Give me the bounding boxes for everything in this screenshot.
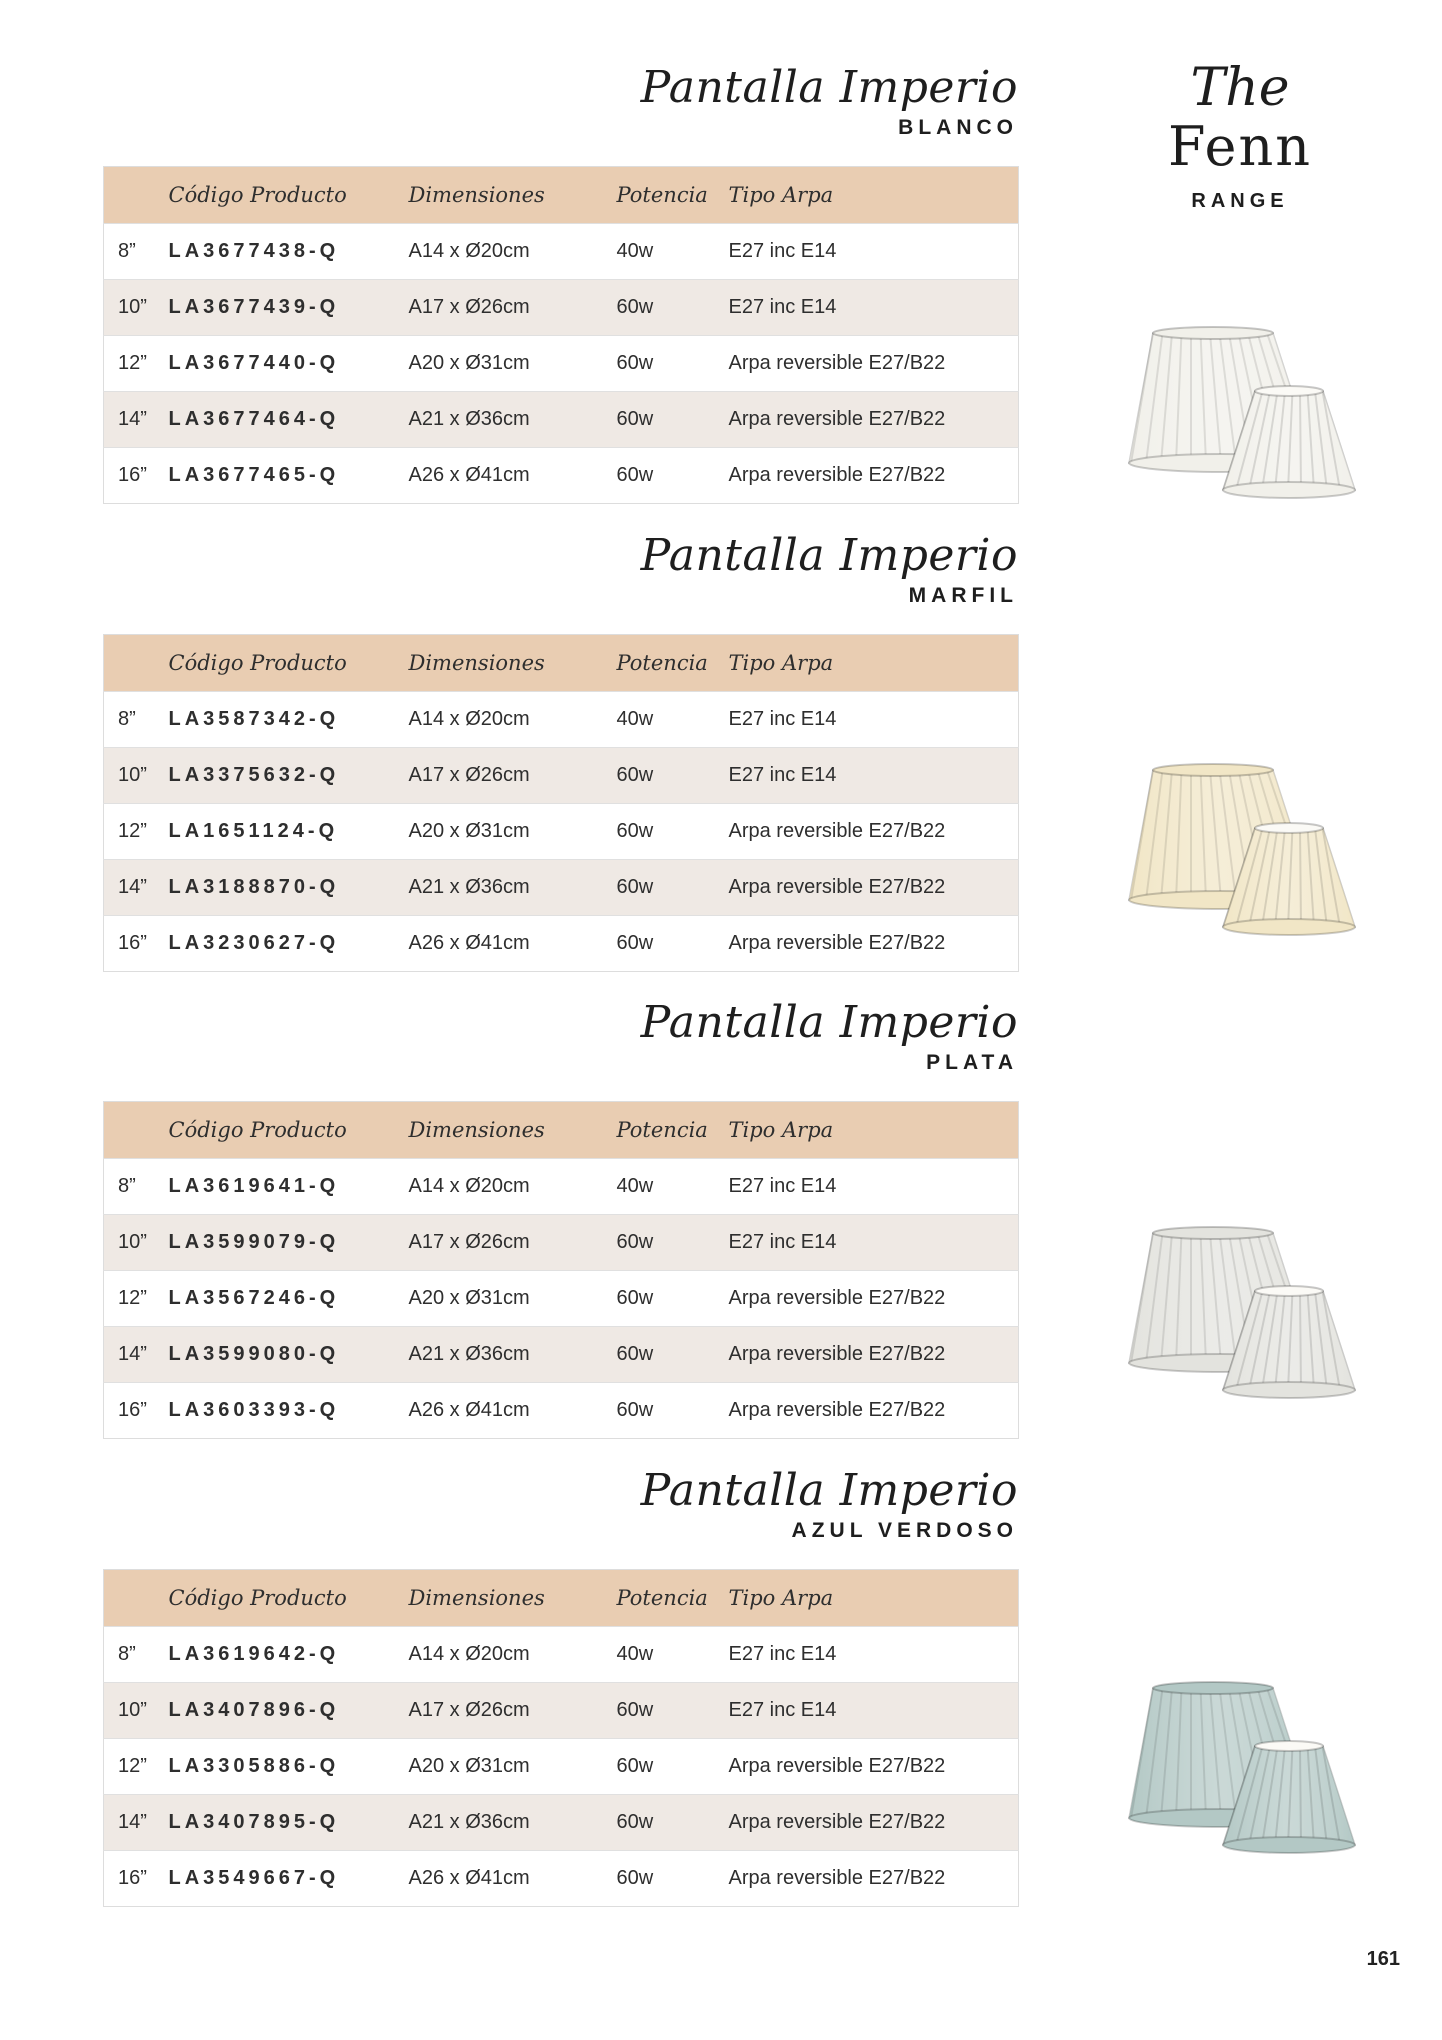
cell-code: LA3599080-Q: [169, 1327, 409, 1383]
header-power: Potencia: [617, 635, 729, 692]
cell-harp: Arpa reversible E27/B22: [729, 860, 1019, 916]
cell-harp: Arpa reversible E27/B22: [729, 1327, 1019, 1383]
cell-code: LA3587342-Q: [169, 692, 409, 748]
cell-dimensions: A17 x Ø26cm: [409, 280, 617, 336]
cell-power: 40w: [617, 692, 729, 748]
cell-harp: Arpa reversible E27/B22: [729, 804, 1019, 860]
table-row: [104, 1739, 1019, 1795]
cell-size: 12”: [104, 1271, 169, 1327]
brand-line-range: RANGE: [1191, 190, 1289, 212]
cell-size: 14”: [104, 392, 169, 448]
table-row: [104, 1683, 1019, 1739]
cell-power: 60w: [617, 1851, 729, 1907]
cell-harp: Arpa reversible E27/B22: [729, 448, 1019, 504]
cell-power: 60w: [617, 392, 729, 448]
table-row: [104, 804, 1019, 860]
cell-power: 60w: [617, 916, 729, 972]
cell-power: 60w: [617, 1739, 729, 1795]
header-power: Potencia: [617, 1102, 729, 1159]
table-header-row: [104, 635, 1019, 692]
header-code: Código Producto: [169, 167, 409, 224]
cell-harp: Arpa reversible E27/B22: [729, 916, 1019, 972]
cell-power: 60w: [617, 748, 729, 804]
cell-dimensions: A14 x Ø20cm: [409, 692, 617, 748]
table-row: [104, 692, 1019, 748]
cell-code: LA3375632-Q: [169, 748, 409, 804]
table-row: [104, 1215, 1019, 1271]
lampshade-image: [1125, 315, 1365, 520]
table-row: [104, 860, 1019, 916]
cell-size: 16”: [104, 1851, 169, 1907]
cell-power: 60w: [617, 1327, 729, 1383]
cell-dimensions: A20 x Ø31cm: [409, 1739, 617, 1795]
table-row: [104, 1851, 1019, 1907]
cell-dimensions: A26 x Ø41cm: [409, 916, 617, 972]
cell-code: LA3677439-Q: [169, 280, 409, 336]
table-header-row: [104, 1102, 1019, 1159]
product-table: [103, 1569, 1019, 1907]
cell-harp: E27 inc E14: [729, 1159, 1019, 1215]
table-row: [104, 392, 1019, 448]
header-harp: Tipo Arpa: [729, 1102, 1019, 1159]
section-subtitle: PLATA: [926, 1051, 1018, 1074]
cell-harp: Arpa reversible E27/B22: [729, 336, 1019, 392]
product-table: [103, 634, 1019, 972]
cell-size: 8”: [104, 692, 169, 748]
cell-code: LA3407895-Q: [169, 1795, 409, 1851]
cell-dimensions: A17 x Ø26cm: [409, 1683, 617, 1739]
header-power: Potencia: [617, 1570, 729, 1627]
cell-dimensions: A20 x Ø31cm: [409, 336, 617, 392]
table-header-row: [104, 1570, 1019, 1627]
header-harp: Tipo Arpa: [729, 1570, 1019, 1627]
cell-dimensions: A21 x Ø36cm: [409, 860, 617, 916]
cell-size: 12”: [104, 1739, 169, 1795]
cell-power: 60w: [617, 860, 729, 916]
cell-harp: E27 inc E14: [729, 1683, 1019, 1739]
cell-dimensions: A17 x Ø26cm: [409, 748, 617, 804]
section-title: Pantalla Imperio: [640, 1465, 1018, 1516]
cell-code: LA3188870-Q: [169, 860, 409, 916]
header-size: [104, 635, 169, 692]
cell-harp: E27 inc E14: [729, 748, 1019, 804]
table-row: [104, 1327, 1019, 1383]
cell-power: 60w: [617, 336, 729, 392]
cell-harp: Arpa reversible E27/B22: [729, 1383, 1019, 1439]
table-row: [104, 448, 1019, 504]
header-dimensions: Dimensiones: [409, 1570, 617, 1627]
cell-size: 16”: [104, 448, 169, 504]
cell-power: 60w: [617, 1683, 729, 1739]
cell-dimensions: A21 x Ø36cm: [409, 1795, 617, 1851]
product-section: [103, 997, 1018, 1437]
cell-size: 14”: [104, 1327, 169, 1383]
brand-line-fenn: Fenn: [1167, 115, 1313, 178]
table-row: [104, 224, 1019, 280]
cell-code: LA3619641-Q: [169, 1159, 409, 1215]
cell-dimensions: A21 x Ø36cm: [409, 392, 617, 448]
cell-code: LA3230627-Q: [169, 916, 409, 972]
cell-harp: Arpa reversible E27/B22: [729, 1739, 1019, 1795]
table-row: [104, 280, 1019, 336]
cell-size: 10”: [104, 1215, 169, 1271]
cell-size: 16”: [104, 1383, 169, 1439]
cell-dimensions: A14 x Ø20cm: [409, 1627, 617, 1683]
section-subtitle: AZUL VERDOSO: [791, 1519, 1018, 1542]
cell-harp: Arpa reversible E27/B22: [729, 1851, 1019, 1907]
page-number: 161: [1366, 1948, 1400, 1970]
cell-code: LA3677440-Q: [169, 336, 409, 392]
cell-code: LA3603393-Q: [169, 1383, 409, 1439]
header-code: Código Producto: [169, 635, 409, 692]
header-code: Código Producto: [169, 1102, 409, 1159]
cell-power: 60w: [617, 1271, 729, 1327]
lampshade-image: [1125, 1670, 1365, 1875]
cell-code: LA3677438-Q: [169, 224, 409, 280]
product-section: [103, 62, 1018, 502]
table-row: [104, 1159, 1019, 1215]
header-size: [104, 1102, 169, 1159]
table-row: [104, 748, 1019, 804]
cell-code: LA3677465-Q: [169, 448, 409, 504]
product-section: [103, 530, 1018, 970]
table-row: [104, 1271, 1019, 1327]
product-section: [103, 1465, 1018, 1905]
cell-code: LA3677464-Q: [169, 392, 409, 448]
section-title: Pantalla Imperio: [640, 62, 1018, 113]
cell-harp: E27 inc E14: [729, 224, 1019, 280]
header-size: [104, 1570, 169, 1627]
cell-code: LA3619642-Q: [169, 1627, 409, 1683]
table-row: [104, 1627, 1019, 1683]
cell-power: 60w: [617, 1215, 729, 1271]
cell-dimensions: A26 x Ø41cm: [409, 1383, 617, 1439]
cell-harp: E27 inc E14: [729, 692, 1019, 748]
cell-dimensions: A17 x Ø26cm: [409, 1215, 617, 1271]
cell-harp: Arpa reversible E27/B22: [729, 1271, 1019, 1327]
cell-power: 60w: [617, 1795, 729, 1851]
cell-dimensions: A26 x Ø41cm: [409, 448, 617, 504]
section-title: Pantalla Imperio: [640, 997, 1018, 1048]
header-harp: Tipo Arpa: [729, 167, 1019, 224]
cell-size: 8”: [104, 1159, 169, 1215]
cell-power: 40w: [617, 224, 729, 280]
header-dimensions: Dimensiones: [409, 167, 617, 224]
cell-harp: Arpa reversible E27/B22: [729, 1795, 1019, 1851]
section-subtitle: BLANCO: [898, 116, 1018, 139]
table-row: [104, 1383, 1019, 1439]
cell-power: 60w: [617, 448, 729, 504]
cell-harp: E27 inc E14: [729, 280, 1019, 336]
table-row: [104, 1795, 1019, 1851]
section-title: Pantalla Imperio: [640, 530, 1018, 581]
cell-power: 60w: [617, 280, 729, 336]
header-size: [104, 167, 169, 224]
section-subtitle: MARFIL: [908, 584, 1018, 607]
cell-dimensions: A21 x Ø36cm: [409, 1327, 617, 1383]
cell-size: 12”: [104, 804, 169, 860]
cell-dimensions: A20 x Ø31cm: [409, 804, 617, 860]
cell-dimensions: A14 x Ø20cm: [409, 1159, 617, 1215]
cell-size: 12”: [104, 336, 169, 392]
lampshade-image: [1125, 1215, 1365, 1420]
product-table: [103, 166, 1019, 504]
product-table: [103, 1101, 1019, 1439]
cell-harp: E27 inc E14: [729, 1215, 1019, 1271]
cell-dimensions: A26 x Ø41cm: [409, 1851, 617, 1907]
cell-code: LA3599079-Q: [169, 1215, 409, 1271]
header-harp: Tipo Arpa: [729, 635, 1019, 692]
cell-power: 40w: [617, 1627, 729, 1683]
cell-dimensions: A14 x Ø20cm: [409, 224, 617, 280]
cell-code: LA3407896-Q: [169, 1683, 409, 1739]
header-dimensions: Dimensiones: [409, 635, 617, 692]
cell-size: 14”: [104, 860, 169, 916]
cell-power: 40w: [617, 1159, 729, 1215]
cell-code: LA1651124-Q: [169, 804, 409, 860]
cell-dimensions: A20 x Ø31cm: [409, 1271, 617, 1327]
header-dimensions: Dimensiones: [409, 1102, 617, 1159]
cell-code: LA3305886-Q: [169, 1739, 409, 1795]
cell-size: 8”: [104, 1627, 169, 1683]
cell-size: 8”: [104, 224, 169, 280]
cell-code: LA3549667-Q: [169, 1851, 409, 1907]
header-code: Código Producto: [169, 1570, 409, 1627]
cell-size: 10”: [104, 280, 169, 336]
cell-harp: E27 inc E14: [729, 1627, 1019, 1683]
header-power: Potencia: [617, 167, 729, 224]
cell-power: 60w: [617, 1383, 729, 1439]
table-header-row: [104, 167, 1019, 224]
table-row: [104, 336, 1019, 392]
cell-size: 10”: [104, 1683, 169, 1739]
lampshade-image: [1125, 752, 1365, 957]
cell-harp: Arpa reversible E27/B22: [729, 392, 1019, 448]
brand-logo: [1140, 58, 1340, 213]
cell-power: 60w: [617, 804, 729, 860]
cell-size: 14”: [104, 1795, 169, 1851]
brand-line-the: The: [1190, 58, 1290, 118]
table-row: [104, 916, 1019, 972]
cell-code: LA3567246-Q: [169, 1271, 409, 1327]
cell-size: 16”: [104, 916, 169, 972]
cell-size: 10”: [104, 748, 169, 804]
